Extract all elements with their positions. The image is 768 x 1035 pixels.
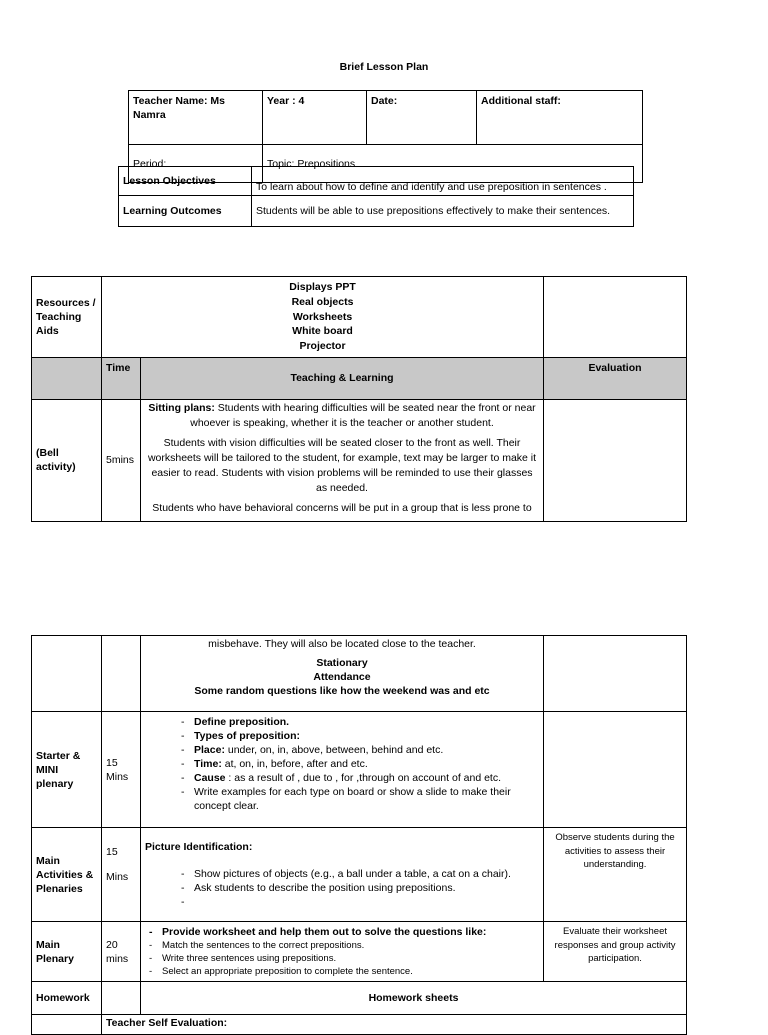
list-item: - Write three sentences using prepositions. [145,952,539,965]
list-item: - Place: under, on, in, above, between, behind and etc. [177,743,539,757]
main-evaluation: Observe students during the activities to assess their understanding. [544,828,687,922]
empty-cell [544,636,687,712]
resources-label: Resources / Teaching Aids [32,277,102,358]
outcomes-text: Students will be able to use prepositions effectively to make their sentences. [252,196,634,227]
self-evaluation: Teacher Self Evaluation: [102,1015,687,1035]
starter-list [177,715,539,813]
empty-cell [544,399,687,521]
date: Date: [367,91,477,145]
list-item: - Show pictures of objects (e.g., a ball under a table, a cat on a chair). [177,867,539,881]
starter-time: 15 Mins [102,712,141,828]
main-content: Picture Identification: - Show pictures of objects (e.g., a ball under a table, a cat on a chair). - Ask students to describe the position using prepositions. - [141,828,544,922]
list-item: - Types of preposition: [177,729,539,743]
objectives-text: To learn about how to define and identify and use preposition in sentences . [252,167,634,196]
bell-time: 5mins [102,399,141,521]
empty-cell [102,636,141,712]
document-title: Brief Lesson Plan [339,61,429,73]
continued-content: misbehave. They will also be located close to the teacher. Stationary Attendance Some random questions like how the weekend was and etc [141,636,544,712]
main-plenary-label: Main Plenary [32,922,102,982]
empty-cell [544,277,687,358]
topic: Topic: Prepositions [263,145,643,183]
objectives-label: Lesson Objectives [119,167,252,196]
period: Period: [129,145,263,183]
empty-cell [544,712,687,828]
starter-content [141,712,544,828]
bell-activity-label: (Bell activity) [32,399,102,521]
outcomes-label: Learning Outcomes [119,196,252,227]
main-time: 15 Mins [102,828,141,922]
homework-label: Homework [32,982,102,1015]
plenary-list [145,925,539,978]
list-item: - Provide worksheet and help them out to solve the questions like: [145,925,539,939]
year: Year : 4 [263,91,367,145]
bell-content: Sitting plans: Students with hearing difficulties will be seated near the front or near whoever is speaking, whether it is the teacher or another student. Students with vision difficulties will be seated closer to the front as well. Their worksheets will be tailored to the student, for example, text may be larger to make it easier to read. Students with vision problems will be reminded to use their glasses as needed. Students who have behavioral concerns will be put in a group that is less prone to [141,399,544,521]
starter-label: Starter & MINI plenary [32,712,102,828]
empty-cell [32,636,102,712]
lesson-table-page1 [31,276,687,522]
list-item: - Match the sentences to the correct prepositions. [145,939,539,952]
lesson-table-page2 [31,635,687,1035]
plenary-content [141,922,544,982]
list-item: - Select an appropriate preposition to complete the sentence. [145,965,539,978]
empty-cell [32,1015,102,1035]
time-header: Time [102,357,141,399]
list-item: - Write examples for each type on board or show a slide to make their concept clear. [177,785,539,813]
evaluation-header: Evaluation [544,357,687,399]
list-item: - Define preposition. [177,715,539,729]
resources-list: Displays PPT Real objects Worksheets White board Projector [102,277,544,358]
main-list [145,867,539,909]
empty-cell [102,982,141,1015]
main-activities-label: Main Activities & Plenaries [32,828,102,922]
list-item: - Time: at, on, in, before, after and etc. [177,757,539,771]
list-item [177,895,539,909]
empty-cell [32,357,102,399]
additional-staff: Additional staff: [477,91,643,145]
teacher-name: Teacher Name: Ms Namra [129,91,263,145]
plenary-evaluation: Evaluate their worksheet responses and group activity participation. [544,922,687,982]
teaching-learning-header: Teaching & Learning [141,357,544,399]
homework-text: Homework sheets [141,982,687,1015]
list-item: - Cause : as a result of , due to , for ,through on account of and etc. [177,771,539,785]
list-item: - Ask students to describe the position using prepositions. [177,881,539,895]
plenary-time: 20 mins [102,922,141,982]
objectives-table [118,166,634,227]
